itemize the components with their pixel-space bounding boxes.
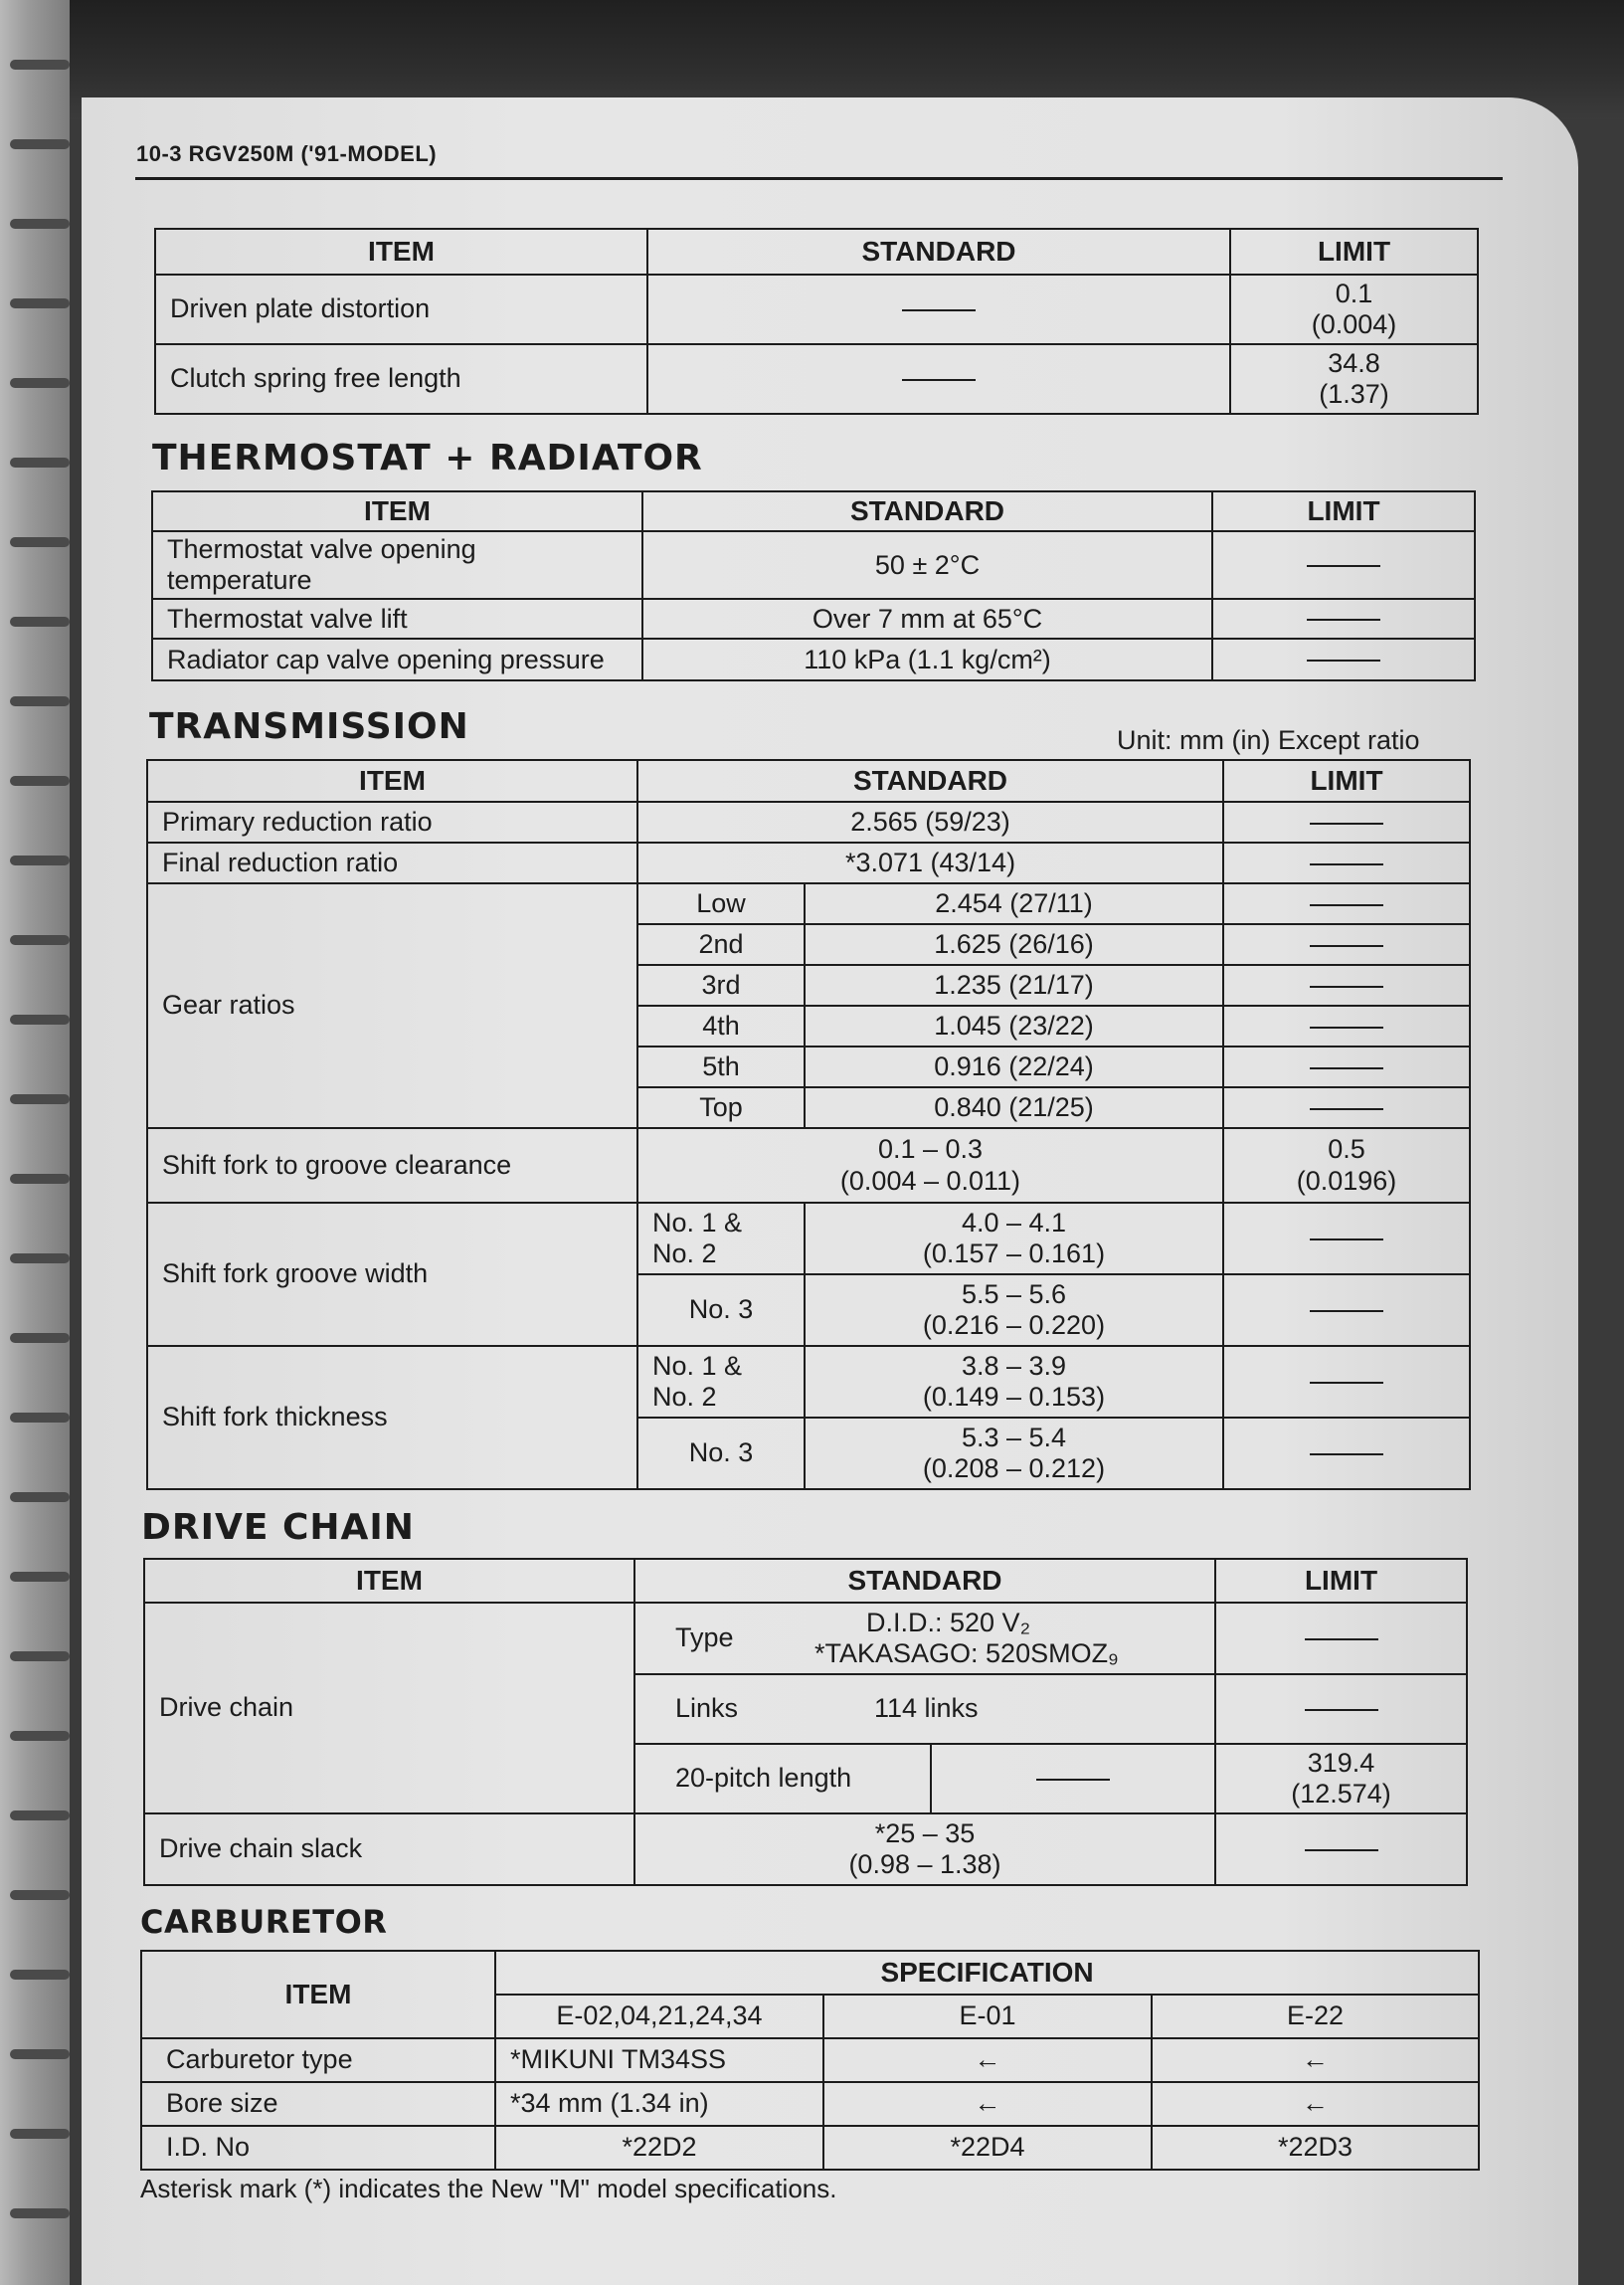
- spec-value: *22D3: [1152, 2126, 1479, 2170]
- chain-links: [634, 1674, 1215, 1744]
- col-header-limit: LIMIT: [1223, 760, 1470, 802]
- variant-e02: E-02,04,21,24,34: [495, 1995, 823, 2038]
- limit-value: 0.1: [1335, 278, 1373, 308]
- gear-label: 3rd: [637, 965, 805, 1006]
- gear-label: Low: [637, 883, 805, 924]
- std-mm: 5.5 – 5.6: [961, 1278, 1067, 1309]
- binding-ring: [10, 1731, 70, 1741]
- limit-value-in: (1.37): [1319, 379, 1389, 409]
- item-thermostat-opening-temp: [152, 531, 642, 599]
- item-clutch-spring-free-length: Clutch spring free length: [155, 344, 647, 414]
- gear-ratio: 1.625 (26/16): [805, 924, 1223, 965]
- item-line: temperature: [167, 565, 312, 596]
- item-line: Thermostat valve opening: [167, 534, 476, 564]
- col-header-limit: LIMIT: [1212, 491, 1475, 531]
- col-header-item: ITEM: [144, 1559, 634, 1603]
- std-in: (0.157 – 0.161): [922, 1238, 1106, 1268]
- binding-ring: [10, 856, 70, 865]
- binding-ring: [10, 1970, 70, 1980]
- item-radiator-cap-pressure: Radiator cap valve opening pressure: [152, 639, 642, 680]
- binding-ring: [10, 1333, 70, 1343]
- clutch-table: [154, 228, 1479, 415]
- standard-value: [805, 1203, 1223, 1274]
- dash-mark: [1305, 1638, 1378, 1640]
- sub-label-pitch: 20-pitch length: [634, 1744, 931, 1813]
- spec-value: *22D2: [495, 2126, 823, 2170]
- col-header-specification: SPECIFICATION: [495, 1951, 1479, 1995]
- standard-value: 50 ± 2°C: [642, 531, 1212, 599]
- links-value: 114 links: [874, 1693, 979, 1724]
- binding-ring: [10, 776, 70, 786]
- item-final-reduction: Final reduction ratio: [147, 843, 637, 883]
- sub-item: [637, 1203, 805, 1274]
- dash-mark: [1310, 1238, 1383, 1240]
- limit-in: (12.574): [1291, 1779, 1391, 1809]
- std-in: (0.004 – 0.011): [839, 1165, 1021, 1196]
- col-header-limit: LIMIT: [1215, 1559, 1467, 1603]
- limit-in: (0.0196): [1296, 1165, 1397, 1196]
- std-in: (0.98 – 1.38): [848, 1849, 1001, 1879]
- binding-ring: [10, 1810, 70, 1820]
- binding-ring: [10, 1492, 70, 1502]
- standard-value: [805, 1274, 1223, 1346]
- chain-type-did: D.I.D.: 520 V₂: [866, 1607, 1031, 1637]
- std-in: (0.149 – 0.153): [922, 1382, 1106, 1412]
- sub-line: No. 1 &: [652, 1350, 743, 1381]
- standard-value: Over 7 mm at 65°C: [642, 599, 1212, 639]
- col-header-item: ITEM: [152, 491, 642, 531]
- gear-label: 5th: [637, 1047, 805, 1087]
- binding-ring: [10, 378, 70, 388]
- binding-ring: [10, 2208, 70, 2218]
- dash-mark: [1310, 1382, 1383, 1384]
- binding-ring: [10, 696, 70, 706]
- limit-mm: 319.4: [1307, 1747, 1375, 1778]
- dash-mark: [1307, 660, 1380, 662]
- chain-type: [634, 1603, 1215, 1674]
- same-as-left-arrow: ←: [823, 2082, 1152, 2126]
- dash-mark: [1310, 823, 1383, 825]
- binding-ring: [10, 1094, 70, 1104]
- gear-label: Top: [637, 1087, 805, 1128]
- binding-ring: [10, 935, 70, 945]
- dash-mark: [902, 379, 976, 381]
- thermostat-table: [151, 490, 1476, 681]
- item-driven-plate-distortion: Driven plate distortion: [155, 275, 647, 344]
- col-header-item: ITEM: [147, 760, 637, 802]
- sub-line: No. 2: [652, 1238, 717, 1268]
- gear-ratio: 1.045 (23/22): [805, 1006, 1223, 1047]
- limit-value: [1223, 1128, 1470, 1203]
- chain-type-takasago: *TAKASAGO: 520SMOZ₉: [814, 1638, 1119, 1668]
- sub-label-links: Links: [675, 1693, 739, 1724]
- sub-line: No. 2: [652, 1382, 717, 1412]
- section-title-transmission: TRANSMISSION: [149, 706, 469, 747]
- section-title-drive-chain: DRIVE CHAIN: [141, 1507, 415, 1548]
- standard-value: [805, 1346, 1223, 1418]
- standard-value: [637, 1128, 1223, 1203]
- same-as-left-arrow: ←: [1152, 2082, 1479, 2126]
- dash-mark: [1305, 1709, 1378, 1711]
- dash-mark: [1036, 1779, 1110, 1781]
- dash-mark: [1307, 619, 1380, 621]
- binding-ring: [10, 1015, 70, 1025]
- col-header-standard: STANDARD: [634, 1559, 1215, 1603]
- binding-ring: [10, 139, 70, 149]
- footnote: Asterisk mark (*) indicates the New "M" model specifications.: [140, 2174, 837, 2203]
- limit-mm: 0.5: [1328, 1134, 1365, 1165]
- item-thermostat-valve-lift: Thermostat valve lift: [152, 599, 642, 639]
- dash-mark: [1310, 1108, 1383, 1110]
- item-shift-fork-groove-width: Shift fork groove width: [147, 1203, 637, 1346]
- item-drive-chain: Drive chain: [144, 1603, 634, 1813]
- std-in: (0.208 – 0.212): [922, 1453, 1106, 1483]
- variant-e01: E-01: [823, 1995, 1152, 2038]
- variant-e22: E-22: [1152, 1995, 1479, 2038]
- gear-ratio: 2.454 (27/11): [805, 883, 1223, 924]
- dash-mark: [1310, 904, 1383, 906]
- standard-value: *3.071 (43/14): [637, 843, 1223, 883]
- sub-item: No. 3: [637, 1274, 805, 1346]
- unit-note: Unit: mm (in) Except ratio: [1117, 725, 1420, 755]
- binding-ring: [10, 1413, 70, 1423]
- standard-value: 110 kPa (1.1 kg/cm²): [642, 639, 1212, 680]
- carburetor-table: [140, 1950, 1480, 2171]
- col-header-standard: STANDARD: [637, 760, 1223, 802]
- spec-value: *MIKUNI TM34SS: [495, 2038, 823, 2082]
- gear-label: 4th: [637, 1006, 805, 1047]
- gear-label: 2nd: [637, 924, 805, 965]
- sub-item: No. 3: [637, 1418, 805, 1489]
- gear-ratio: 1.235 (21/17): [805, 965, 1223, 1006]
- dash-mark: [1310, 863, 1383, 865]
- col-header-standard: STANDARD: [647, 229, 1230, 275]
- std-mm: 3.8 – 3.9: [961, 1350, 1067, 1381]
- binding-ring: [10, 617, 70, 627]
- section-title-thermostat: THERMOSTAT + RADIATOR: [152, 438, 703, 478]
- drive-chain-table: [143, 1558, 1468, 1886]
- header-rule: [135, 177, 1503, 180]
- item-carburetor-type: Carburetor type: [141, 2038, 495, 2082]
- sub-item: [637, 1346, 805, 1418]
- dash-mark: [1305, 1849, 1378, 1851]
- item-id-no: I.D. No: [141, 2126, 495, 2170]
- item-primary-reduction: Primary reduction ratio: [147, 802, 637, 843]
- binding-ring: [10, 2129, 70, 2139]
- dash-mark: [1307, 565, 1380, 567]
- dash-mark: [1310, 945, 1383, 947]
- standard-value: [634, 1813, 1215, 1885]
- binding-ring: [10, 537, 70, 547]
- item-shift-fork-thickness: Shift fork thickness: [147, 1346, 637, 1489]
- col-header-limit: LIMIT: [1230, 229, 1478, 275]
- limit-value-in: (0.004): [1311, 309, 1397, 339]
- std-mm: 4.0 – 4.1: [961, 1207, 1067, 1238]
- col-header-standard: STANDARD: [642, 491, 1212, 531]
- section-title-carburetor: CARBURETOR: [140, 1903, 388, 1941]
- binding-ring: [10, 1253, 70, 1263]
- gear-ratio: 0.916 (22/24): [805, 1047, 1223, 1087]
- binding-ring: [10, 458, 70, 468]
- std-mm: 5.3 – 5.4: [961, 1422, 1067, 1452]
- item-gear-ratios: Gear ratios: [147, 883, 637, 1128]
- gear-ratio: 0.840 (21/25): [805, 1087, 1223, 1128]
- std-in: (0.216 – 0.220): [922, 1310, 1106, 1340]
- binding-ring: [10, 2049, 70, 2059]
- std-mm: *25 – 35: [874, 1817, 976, 1848]
- page-header: 10-3 RGV250M ('91-MODEL): [136, 141, 438, 166]
- dash-mark: [1310, 1027, 1383, 1029]
- binding-ring: [10, 219, 70, 229]
- limit-value: [1215, 1744, 1467, 1813]
- col-header-item: ITEM: [141, 1951, 495, 2038]
- item-drive-chain-slack: Drive chain slack: [144, 1813, 634, 1885]
- col-header-item: ITEM: [155, 229, 647, 275]
- binding-spine: [0, 0, 70, 2285]
- binding-ring: [10, 298, 70, 308]
- binding-ring: [10, 1890, 70, 1900]
- limit-value: 34.8: [1328, 347, 1380, 378]
- std-mm: 0.1 – 0.3: [877, 1134, 984, 1165]
- transmission-table: [146, 759, 1471, 1490]
- standard-value: [805, 1418, 1223, 1489]
- binding-ring: [10, 60, 70, 70]
- dash-mark: [1310, 1067, 1383, 1069]
- binding-ring: [10, 1651, 70, 1661]
- sub-line: No. 1 &: [652, 1207, 743, 1238]
- standard-value: 2.565 (59/23): [637, 802, 1223, 843]
- dash-mark: [1310, 1453, 1383, 1455]
- item-bore-size: Bore size: [141, 2082, 495, 2126]
- item-shift-fork-clearance: Shift fork to groove clearance: [147, 1128, 637, 1203]
- dash-mark: [1310, 1310, 1383, 1312]
- spec-value: *22D4: [823, 2126, 1152, 2170]
- spec-value: *34 mm (1.34 in): [495, 2082, 823, 2126]
- binding-ring: [10, 1174, 70, 1184]
- sub-label-type: Type: [675, 1622, 734, 1653]
- dash-mark: [1310, 986, 1383, 988]
- same-as-left-arrow: ←: [823, 2038, 1152, 2082]
- same-as-left-arrow: ←: [1152, 2038, 1479, 2082]
- binding-ring: [10, 1572, 70, 1582]
- dash-mark: [902, 309, 976, 311]
